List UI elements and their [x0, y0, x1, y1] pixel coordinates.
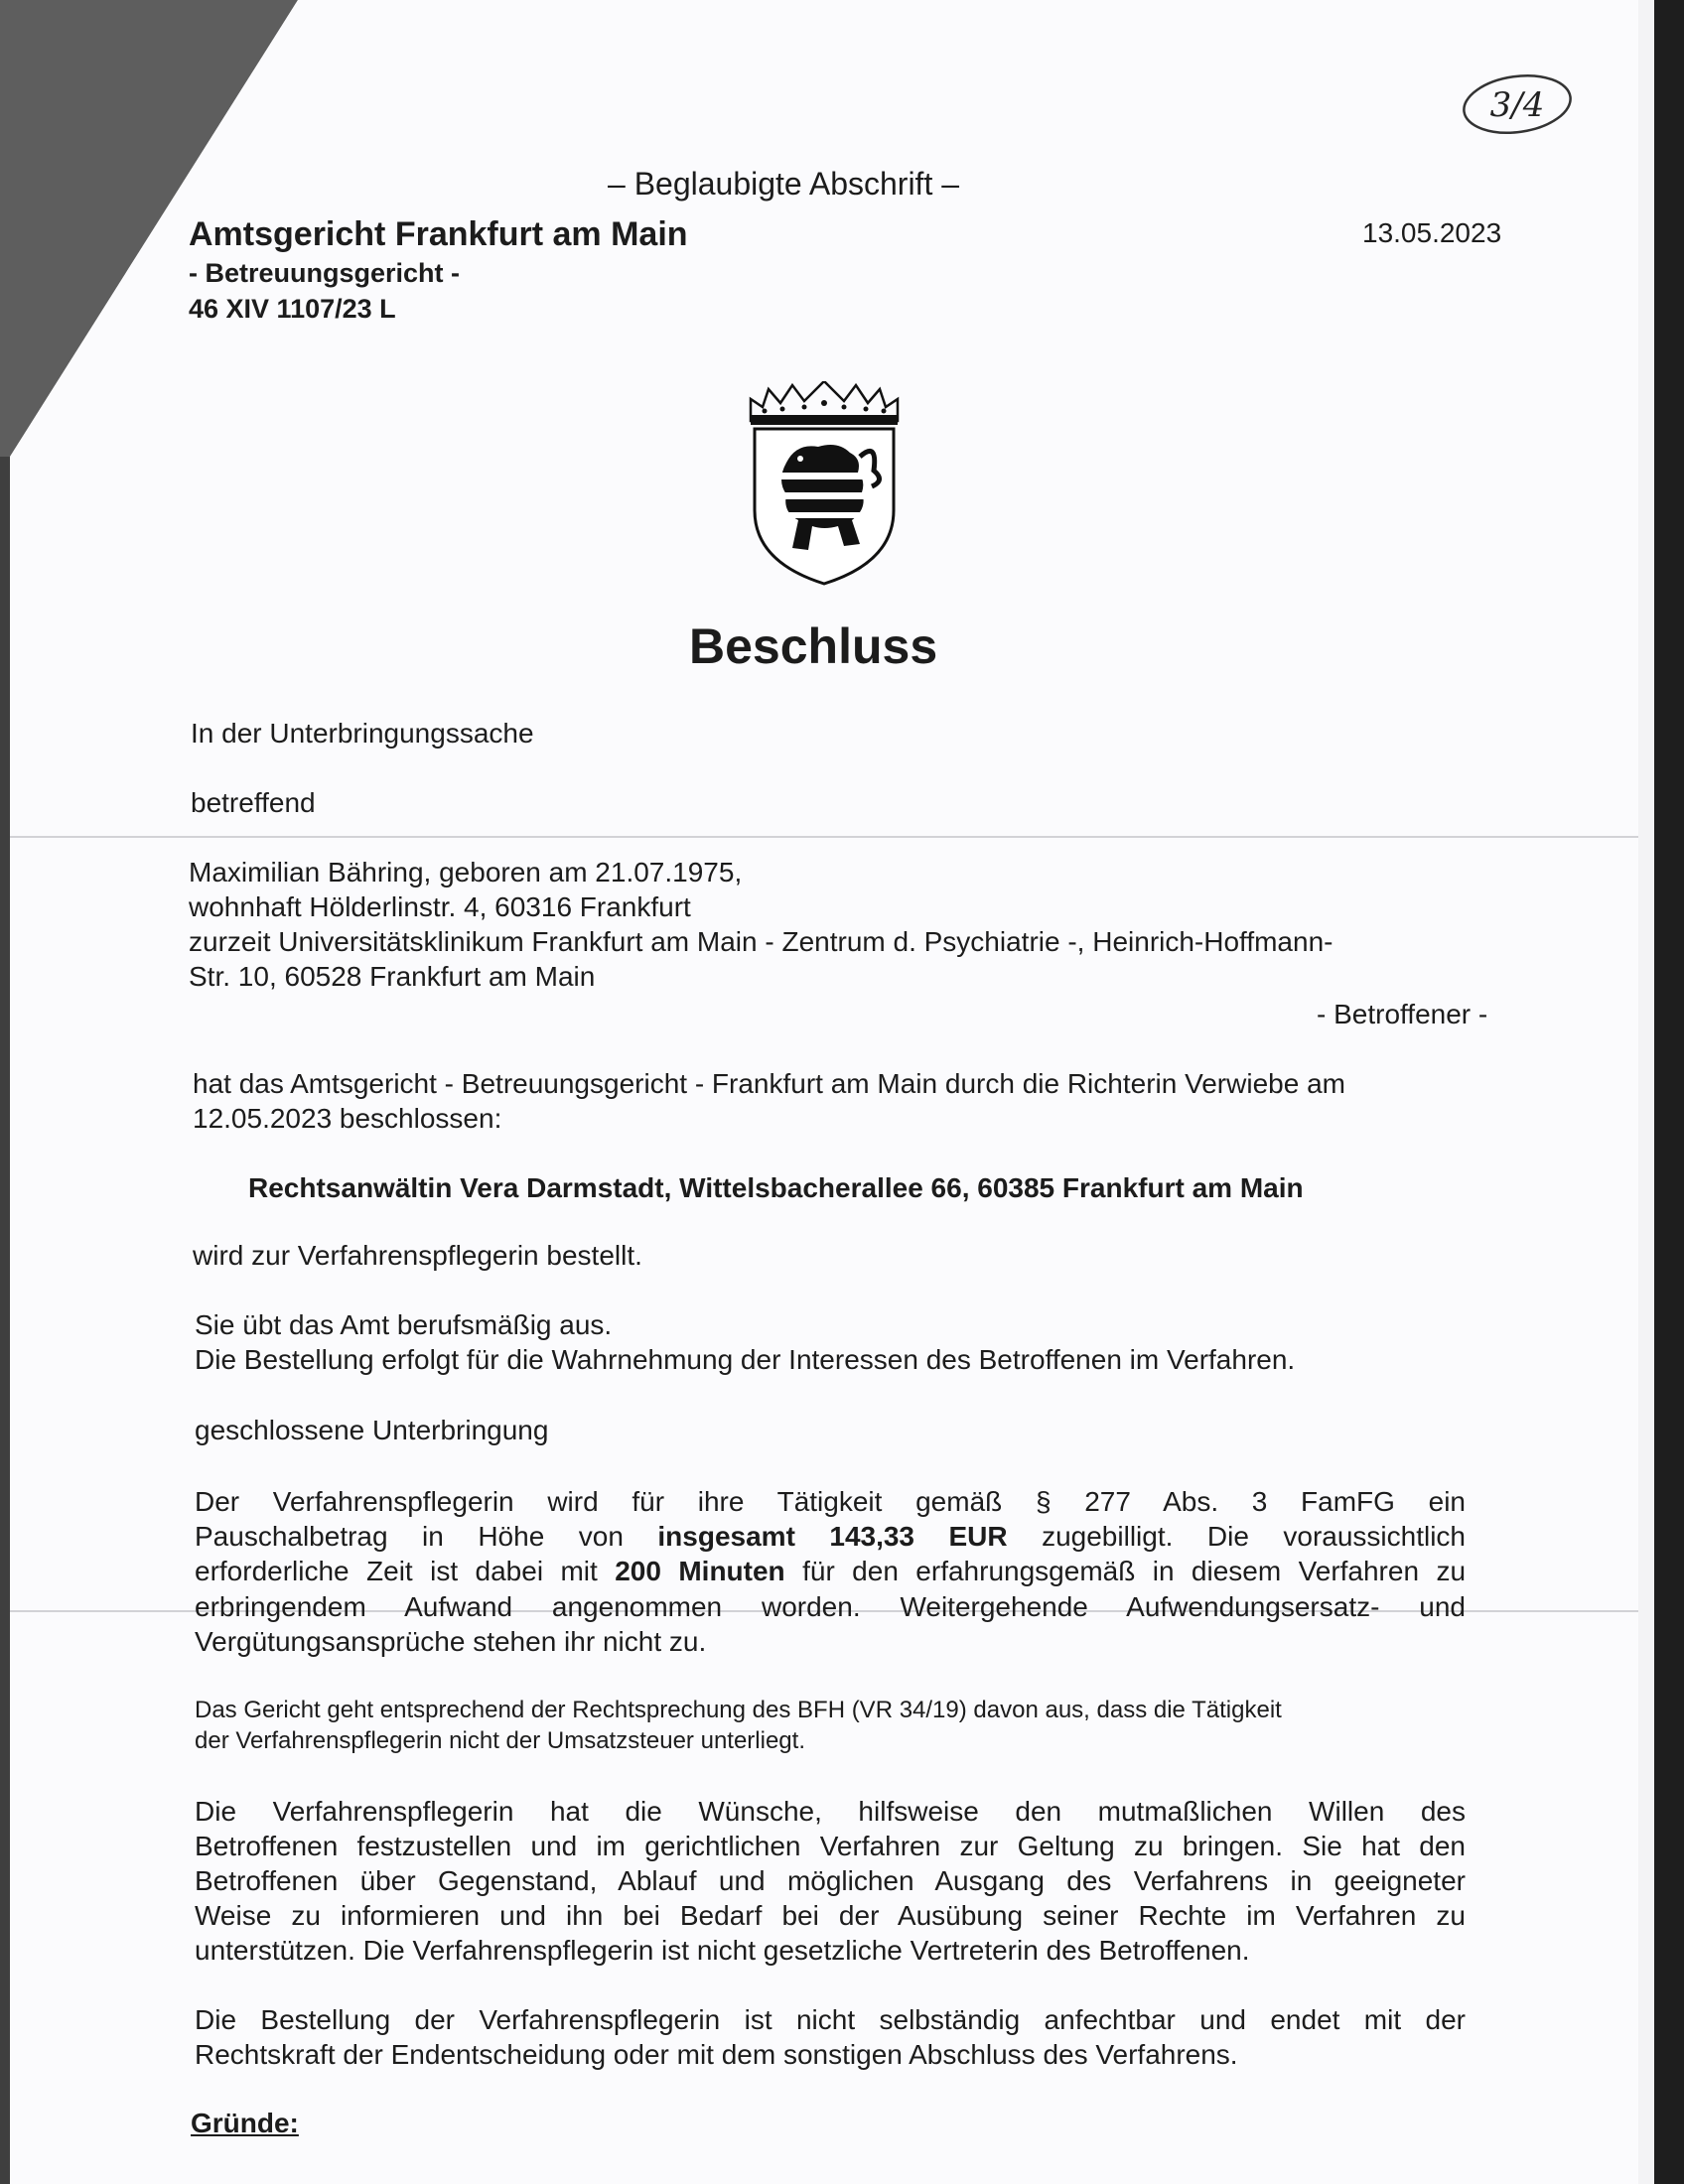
certified-copy-label: – Beglaubigte Abschrift – — [608, 166, 960, 202]
fee-line-2-end: zugebilligt. Die voraussichtlich — [1042, 1521, 1466, 1552]
fee-line-3 — [195, 1555, 1466, 1588]
subject-line: geschlossene Unterbringung — [195, 1415, 549, 1445]
handwritten-page-mark — [1458, 69, 1577, 139]
person-address-line: wohnhaft Hölderlinstr. 4, 60316 Frankfurt — [189, 891, 691, 922]
person-name-line: Maximilian Bähring, geboren am 21.07.1975, — [189, 857, 743, 887]
coat-of-arms-emblem — [747, 381, 902, 586]
scan-border-right — [1654, 0, 1684, 2184]
page-mark-text: 3/4 — [1489, 85, 1545, 125]
office-line-1: Sie übt das Amt berufsmäßig aus. — [195, 1309, 613, 1340]
page-edge-shadow — [1638, 0, 1654, 2184]
document-date: 13.05.2023 — [1362, 217, 1502, 248]
duties-line-4: Weise zu informieren und ihn bei Bedarf bei der Ausübung seiner Rechte im Verfahren zu — [195, 1900, 1466, 1931]
regarding-line: betreffend — [191, 787, 316, 818]
fee-line-5: Vergütungsansprüche stehen ihr nicht zu. — [195, 1626, 707, 1657]
fee-line-3-end: für den erfahrungsgemäß in diesem Verfahren zu — [802, 1556, 1467, 1586]
decision-line: hat das Amtsgericht - Betreuungsgericht - Frankfurt am Main durch die Richterin Verwiebe am — [193, 1068, 1345, 1099]
case-number: 46 XIV 1107/23 L — [189, 294, 396, 324]
appeal-line-1: Die Bestellung der Verfahrenspflegerin ist nicht selbständig anfechtbar und endet mit der — [195, 2004, 1466, 2035]
appeal-line-2: Rechtskraft der Endentscheidung oder mit dem sonstigen Abschluss des Verfahrens. — [195, 2039, 1238, 2070]
person-role: - Betroffener - — [1317, 999, 1488, 1029]
person-location-line-2: Str. 10, 60528 Frankfurt am Main — [189, 961, 596, 992]
duties-line-1: Die Verfahrenspflegerin hat die Wünsche, hilfsweise den mutmaßlichen Willen des — [195, 1796, 1466, 1827]
tax-note-line-1: Das Gericht geht entsprechend der Rechtsprechung des BFH (VR 34/19) davon aus, dass die Tätigkeit — [195, 1697, 1282, 1723]
document-title: Beschluss — [689, 618, 938, 674]
court-name: Amtsgericht Frankfurt am Main — [189, 215, 688, 253]
duties-line-3: Betroffenen über Gegenstand, Ablauf und möglichen Ausgang des Verfahrens in geeigneter — [195, 1865, 1466, 1896]
matter-line: In der Unterbringungssache — [191, 718, 534, 749]
paper-fold-line — [10, 836, 1638, 838]
fee-line-2-start: Pauschalbetrag in Höhe von — [195, 1521, 624, 1552]
appointed-line: wird zur Verfahrenspflegerin bestellt. — [193, 1240, 642, 1271]
fee-line-1: Der Verfahrenspflegerin wird für ihre Tätigkeit gemäß § 277 Abs. 3 FamFG ein — [195, 1486, 1466, 1517]
court-department: - Betreuungsgericht - — [189, 258, 461, 288]
fee-line-4: erbringendem Aufwand angenommen worden. Weitergehende Aufwendungsersatz- und — [195, 1591, 1466, 1622]
fee-line-3-start: erforderliche Zeit ist dabei mit — [195, 1556, 598, 1586]
office-line-2: Die Bestellung erfolgt für die Wahrnehmung der Interessen des Betroffenen im Verfahren. — [195, 1344, 1296, 1375]
person-location-line: zurzeit Universitätsklinikum Frankfurt am Main - Zentrum d. Psychiatrie -, Heinrich-Hoffmann- — [189, 926, 1333, 957]
fee-amount: insgesamt 143,33 EUR — [657, 1521, 1008, 1552]
decision-date-line: 12.05.2023 beschlossen: — [193, 1103, 502, 1134]
duties-line-5: unterstützen. Die Verfahrenspflegerin ist nicht gesetzliche Vertreterin des Betroffenen. — [195, 1935, 1250, 1966]
tax-note-line-2: der Verfahrenspflegerin nicht der Umsatzsteuer unterliegt. — [195, 1727, 805, 1754]
appointee-line: Rechtsanwältin Vera Darmstadt, Wittelsbacherallee 66, 60385 Frankfurt am Main — [248, 1172, 1304, 1203]
duties-line-2: Betroffenen festzustellen und im gerichtlichen Verfahren zur Geltung zu bringen. Sie hat den — [195, 1831, 1466, 1861]
fee-minutes: 200 Minuten — [615, 1556, 785, 1586]
fee-line-2 — [195, 1520, 1466, 1554]
reasons-heading: Gründe: — [191, 2108, 299, 2138]
